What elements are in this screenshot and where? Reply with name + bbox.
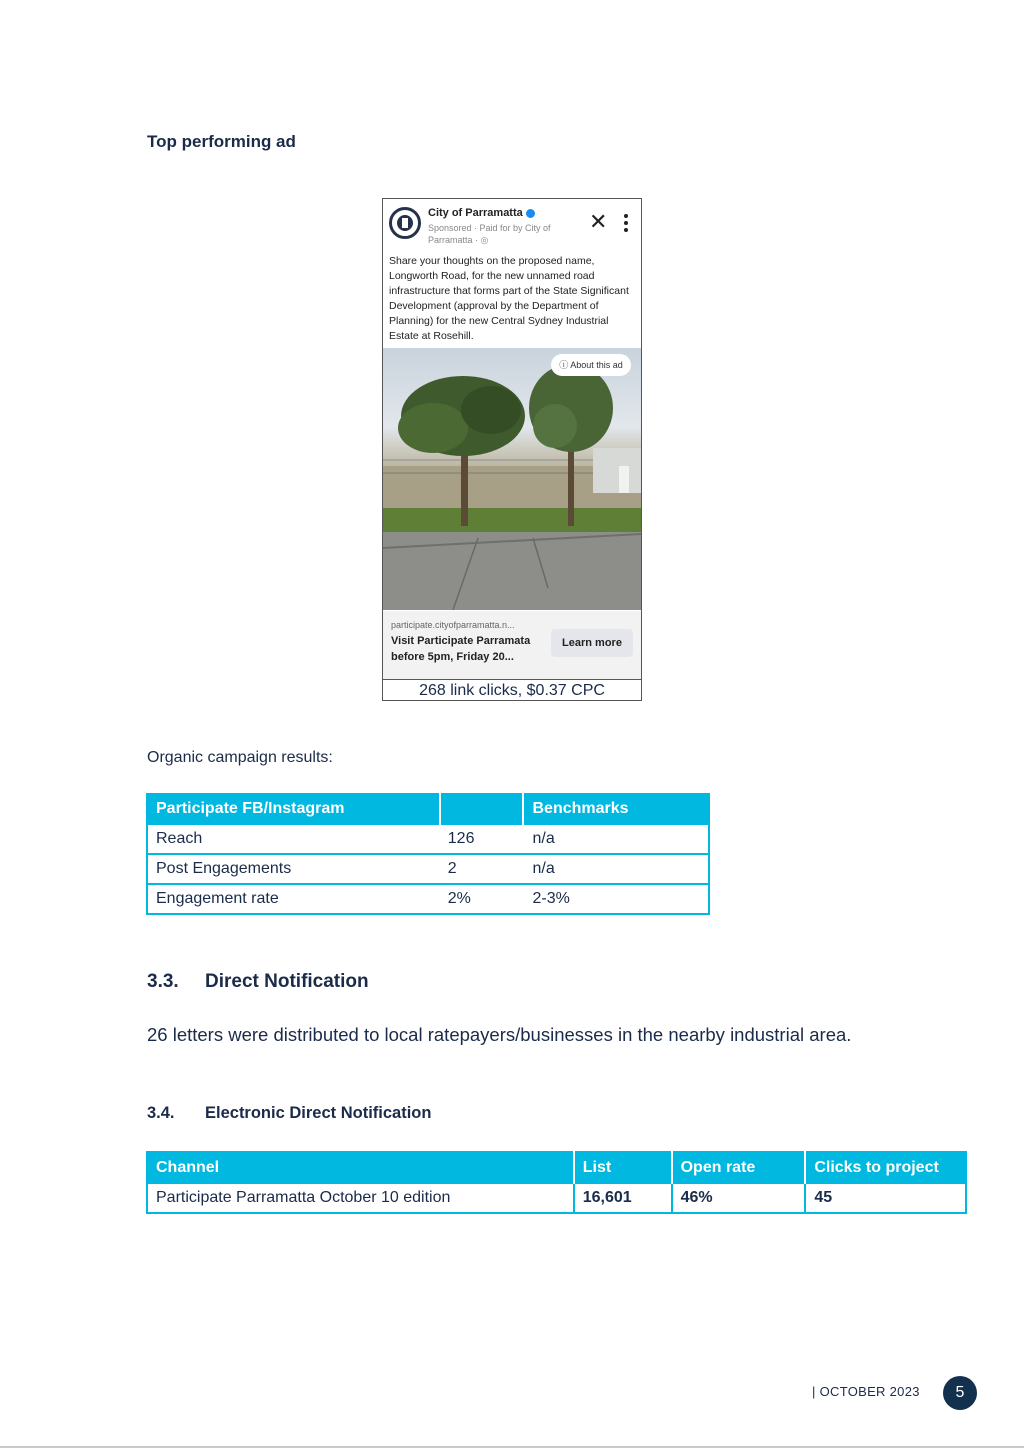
ad-body-text: Share your thoughts on the proposed name, Longworth Road, for the new unnamed road infrastructure that forms part of the State Significant Development (approval by the Department of Planning) for the new Central Sydney Industrial Estate at Rosehill. (389, 255, 629, 342)
table-cell: 2 (440, 854, 524, 884)
table-header-row (147, 1152, 966, 1183)
trees-photo-illustration (383, 348, 641, 610)
table-cell: Engagement rate (147, 884, 440, 914)
table-cell: 45 (805, 1183, 966, 1213)
table-header: Open rate (672, 1152, 806, 1183)
table-header: List (574, 1152, 672, 1183)
table-cell: n/a (523, 854, 709, 884)
table-cell: 2-3% (523, 884, 709, 914)
table-cell: 2% (440, 884, 524, 914)
table-cell: 46% (672, 1183, 806, 1213)
direct-notification-text: 26 letters were distributed to local ratepayers/businesses in the nearby industrial area. (147, 1024, 852, 1045)
ad-stats: 268 link clicks, $0.37 CPC (383, 679, 641, 701)
page-number: 5 (943, 1376, 977, 1410)
table-header-row (147, 794, 709, 824)
about-this-ad-button[interactable]: ⓘ About this ad (551, 354, 631, 376)
page-bottom-divider (0, 1446, 1024, 1448)
table-row (147, 884, 709, 914)
organic-label: Organic campaign results: (147, 749, 333, 766)
edm-table (146, 1151, 967, 1214)
table-header: Benchmarks (523, 794, 709, 824)
ad-page-name: City of Parramatta (428, 207, 535, 219)
table-cell: 126 (440, 824, 524, 854)
section-heading-3-4: 3.4. Electronic Direct Notification (147, 1104, 432, 1122)
table-row (147, 824, 709, 854)
ad-domain: participate.cityofparramatta.n... (391, 620, 515, 630)
ad-cta-title[interactable]: Visit Participate Parramata before 5pm, Friday 20... (391, 635, 531, 663)
table-row (147, 1183, 966, 1213)
footer-date: | OCTOBER 2023 (812, 1384, 920, 1399)
table-header (440, 794, 524, 824)
table-row (147, 854, 709, 884)
table-header: Channel (147, 1152, 574, 1183)
more-options-icon[interactable] (624, 214, 628, 235)
ad-sponsored: Sponsored · Paid for by City of Parramatta · ◎ (428, 223, 551, 245)
table-header: Participate FB/Instagram (147, 794, 440, 824)
table-cell: Participate Parramatta October 10 edition (147, 1183, 574, 1213)
city-logo-icon (389, 207, 421, 239)
learn-more-button[interactable]: Learn more (551, 629, 633, 657)
table-cell: 16,601 (574, 1183, 672, 1213)
section-heading-3-3: 3.3. Direct Notification (147, 971, 369, 992)
verified-icon (526, 209, 535, 218)
table-cell: Reach (147, 824, 440, 854)
info-icon: ⓘ (559, 360, 571, 370)
section-label: Top performing ad (147, 132, 296, 151)
table-header: Clicks to project (805, 1152, 966, 1183)
ad-footer (383, 611, 641, 679)
close-icon[interactable]: ✕ (589, 209, 608, 234)
table-cell: Post Engagements (147, 854, 440, 884)
ad-photo (383, 348, 641, 610)
organic-results-table (146, 793, 710, 915)
ad-card (382, 198, 642, 701)
table-cell: n/a (523, 824, 709, 854)
